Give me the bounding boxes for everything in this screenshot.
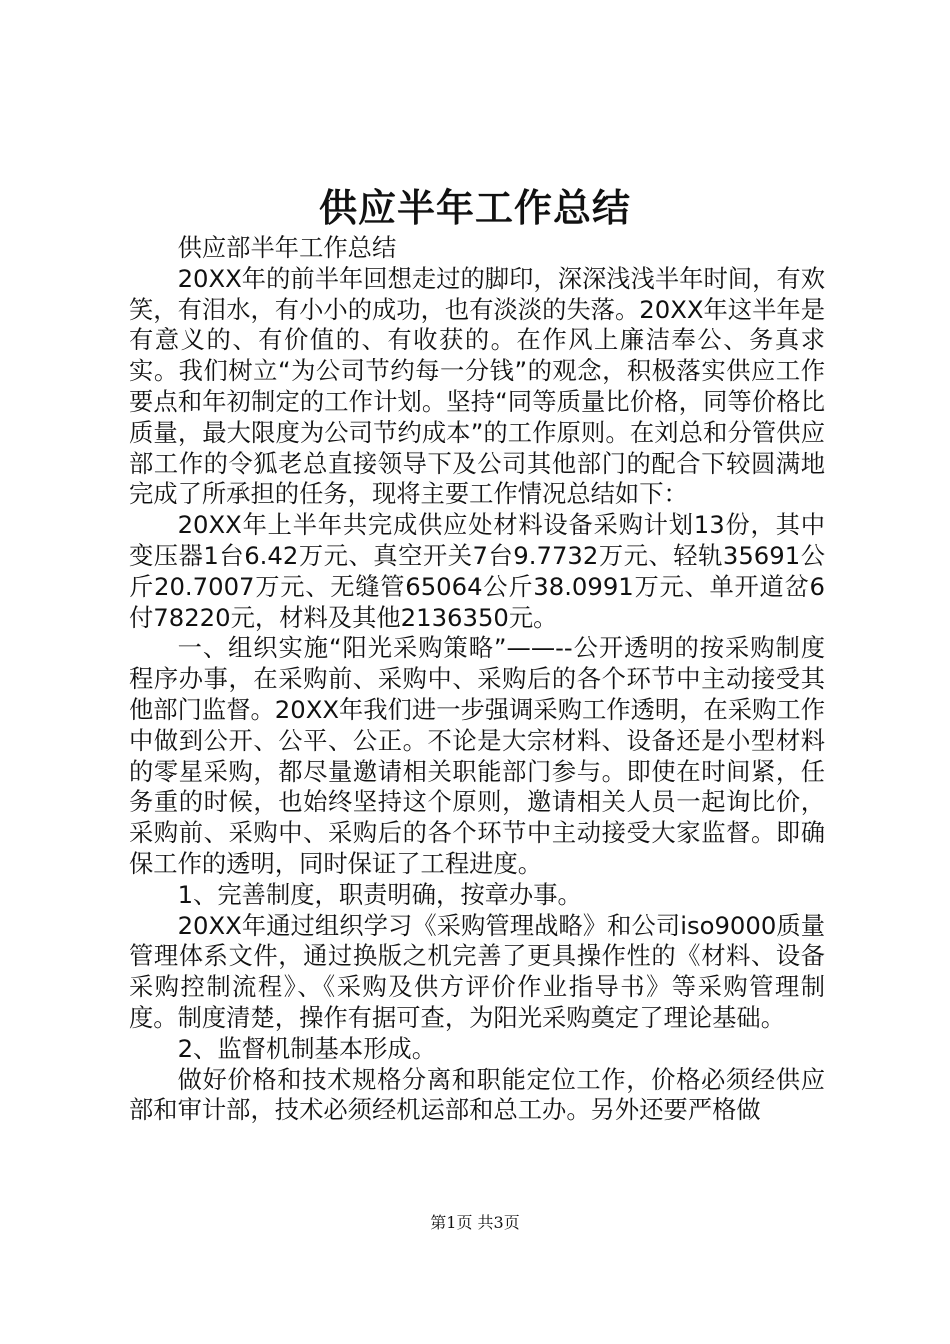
document-body	[129, 233, 825, 1126]
paragraph-item-two-heading: 2、监督机制基本形成。	[177, 1033, 437, 1063]
document-title: 供应半年工作总结	[318, 185, 631, 230]
paragraph-section-one: 一、组织实施“阳光采购策略”——--公开透明的按采购制度程序办事，在采购前、采购中、采购后的各个环节中主动接受其他部门监督。20XX年我们进一步强调采购工作透明，在采购工作中做到公开、公平、公正。不论是大宗材料、设备还是小型材料的零星采购，都尽量邀请相关职能部门参与。即使在时间紧，任务重的时候，也始终坚持这个原则，邀请相关人员一起询比价，采购前、采购中、采购后的各个环节中主动接受大家监督。即确保工作的透明，同时保证了工程进度。	[129, 633, 825, 878]
paragraph-item-one-body: 20XX年通过组织学习《采购管理战略》和公司iso9000质量管理体系文件，通过换版之机完善了更具操作性的《材料、设备采购控制流程》、《采购及供方评价作业指导书》等采购管理制度。制度清楚，操作有据可查，为阳光采购奠定了理论基础。	[129, 910, 825, 1032]
paragraph-procurement-summary: 20XX年上半年共完成供应处材料设备采购计划13份，其中变压器1台6.42万元、真空开关7台9.7732万元、轻轨35691公斤20.7007万元、无缝管65064公斤38.0991万元、单开道岔6付78220元，材料及其他2136350元。	[129, 510, 825, 632]
paragraph-item-one-heading: 1、完善制度，职责明确，按章办事。	[177, 879, 582, 909]
paragraph-intro: 20XX年的前半年回想走过的脚印，深深浅浅半年时间，有欢笑，有泪水，有小小的成功，也有淡淡的失落。20XX年这半年是有意义的、有价值的、有收获的。在作风上廉洁奉公、务真求实。我们树立“为公司节约每一分钱”的观念，积极落实供应工作要点和年初制定的工作计划。坚持“同等质量比价格，同等价格比质量，最大限度为公司节约成本”的工作原则。在刘总和分管供应部工作的令狐老总直接领导下及公司其他部门的配合下较圆满地完成了所承担的任务，现将主要工作情况总结如下：	[129, 263, 825, 509]
paragraph-item-two-body: 做好价格和技术规格分离和职能定位工作，价格必须经供应部和审计部，技术必须经机运部和总工办。另外还要严格做	[129, 1064, 825, 1125]
page-footer: 第1页 共3页	[430, 1213, 520, 1232]
paragraph-subtitle: 供应部半年工作总结	[177, 233, 397, 262]
